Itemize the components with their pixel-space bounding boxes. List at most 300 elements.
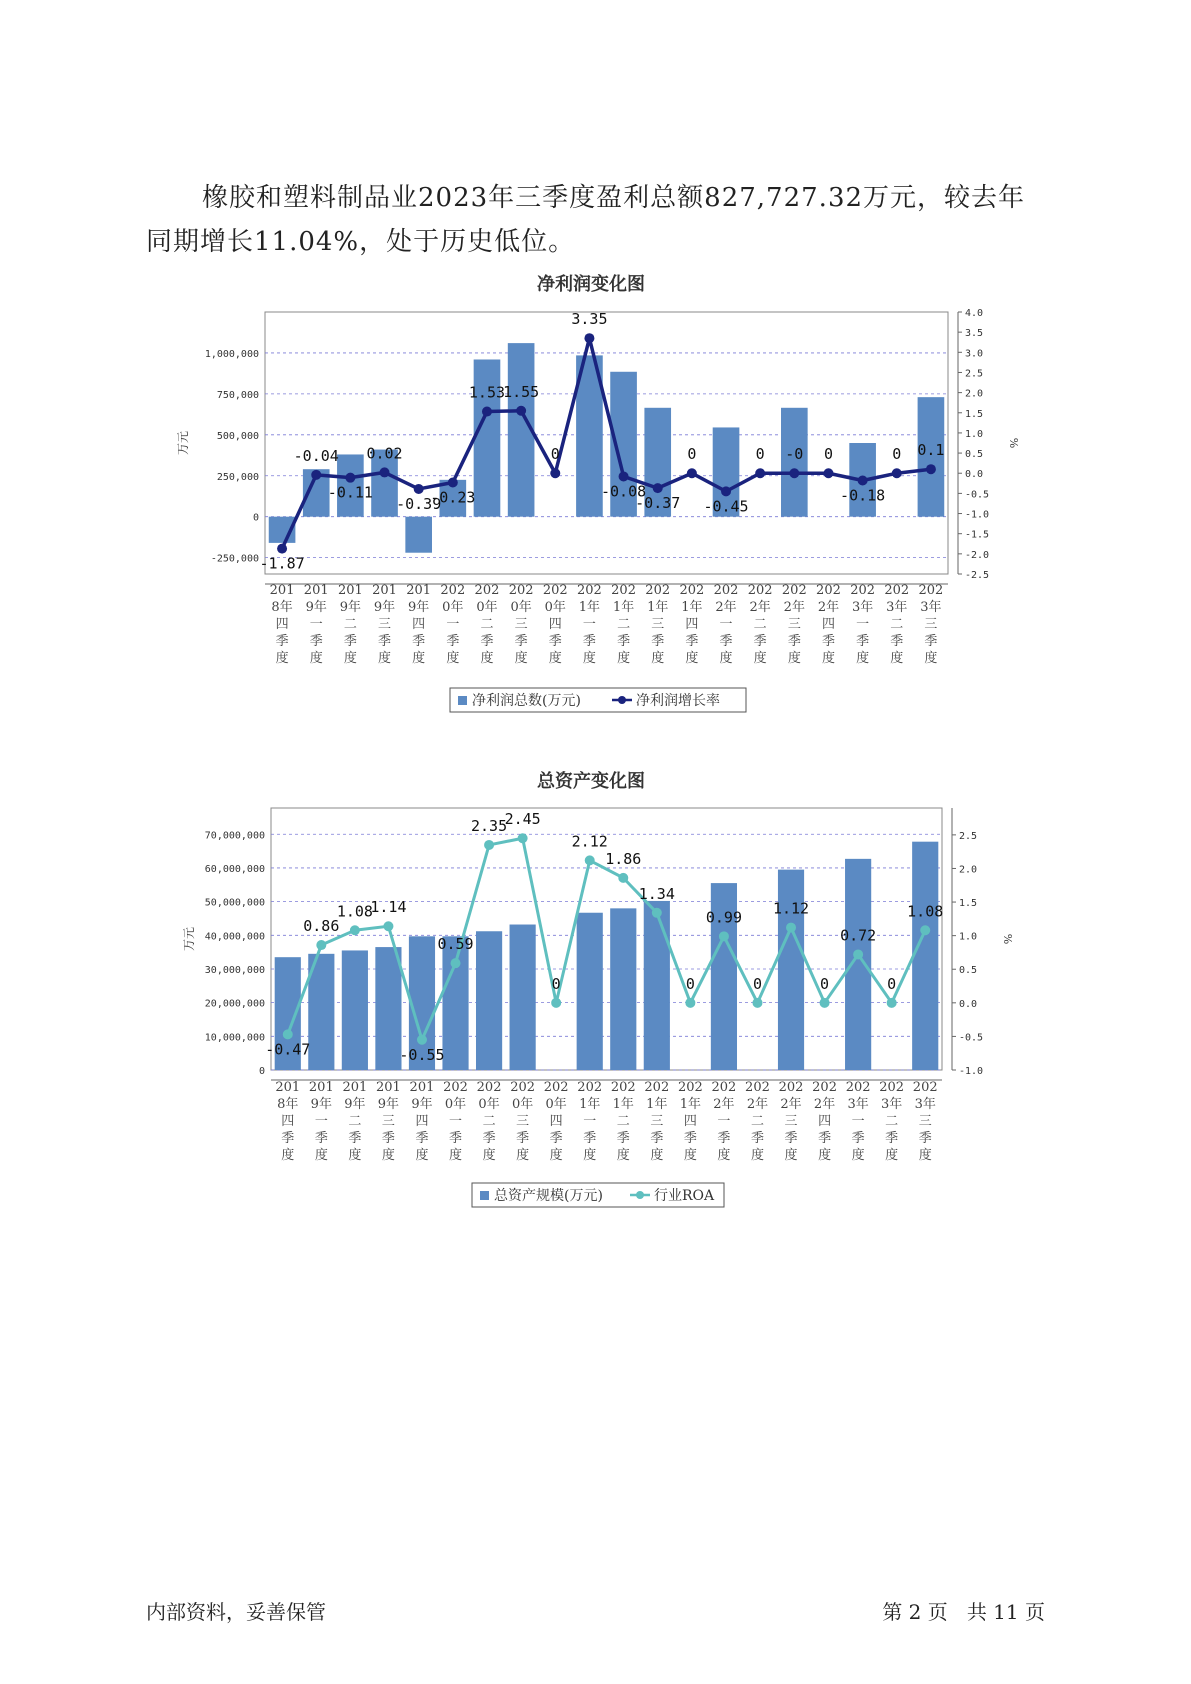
- line-point: [721, 486, 731, 496]
- bar: [510, 925, 536, 1070]
- y-tick-label-right: 1.0: [965, 428, 984, 440]
- x-tick-label: 202: [679, 583, 705, 598]
- x-tick-label: 9年: [411, 1097, 433, 1112]
- x-tick-label: 季: [275, 634, 289, 649]
- x-tick-label: 度: [821, 651, 835, 666]
- x-tick-label: 三: [784, 1114, 798, 1129]
- x-tick-label: 度: [750, 1148, 764, 1163]
- summary-paragraph: 橡胶和塑料制品业2023年三季度盈利总额827,727.32万元，较去年同期增长11.04%，处于历史低位。: [146, 183, 1026, 257]
- legend-line-label: 净利润增长率: [636, 693, 720, 709]
- line-point: [926, 464, 936, 474]
- x-tick-label: 度: [281, 1148, 295, 1163]
- x-tick-label: 四: [549, 1114, 563, 1129]
- data-label: 1.08: [336, 902, 373, 921]
- x-tick-label: 0年: [544, 600, 566, 615]
- data-label: -0.39: [396, 494, 442, 513]
- x-tick-label: 9年: [310, 1097, 332, 1112]
- x-tick-label: 四: [415, 1114, 429, 1129]
- x-tick-label: 202: [611, 583, 636, 598]
- x-tick-label: 二: [890, 617, 904, 632]
- x-tick-label: 度: [719, 651, 733, 666]
- y-axis-title-left: 万元: [182, 926, 196, 952]
- line-point: [858, 475, 868, 485]
- x-tick-label: 季: [753, 634, 767, 649]
- x-tick-label: 度: [885, 1148, 899, 1163]
- x-tick-label: 度: [784, 1148, 798, 1163]
- x-tick-label: 9年: [339, 600, 362, 615]
- x-tick-label: 二: [482, 1114, 496, 1129]
- x-tick-label: 0年: [442, 600, 464, 615]
- data-label: -0: [785, 445, 804, 464]
- x-tick-label: 201: [275, 1080, 301, 1095]
- x-tick-label: 202: [781, 583, 807, 598]
- footer-confidential: 内部资料，妥善保管: [146, 1600, 326, 1624]
- x-tick-label: 度: [616, 1148, 630, 1163]
- x-tick-label: 度: [549, 1148, 563, 1163]
- x-tick-label: 季: [856, 634, 870, 649]
- x-tick-label: 2年: [715, 600, 737, 615]
- x-tick-label: 三: [651, 617, 665, 632]
- x-tick-label: 二: [885, 1114, 899, 1129]
- x-tick-label: 1年: [578, 600, 601, 615]
- x-tick-label: 季: [549, 1131, 563, 1146]
- x-tick-label: 度: [446, 651, 460, 666]
- x-tick-label: 季: [446, 634, 460, 649]
- x-tick-label: 四: [412, 617, 426, 632]
- x-tick-label: 202: [745, 1080, 770, 1095]
- x-tick-label: 202: [474, 583, 500, 598]
- data-label: -0.08: [600, 482, 647, 501]
- y-tick-label-left: 0: [252, 512, 259, 524]
- x-tick-label: 202: [577, 1080, 603, 1095]
- data-label: 1.53: [468, 383, 506, 402]
- x-tick-label: 202: [816, 583, 841, 598]
- bar: [610, 908, 636, 1070]
- x-tick-label: 季: [348, 1131, 362, 1146]
- x-tick-label: 四: [683, 1114, 697, 1129]
- x-tick-label: 0年: [478, 1097, 500, 1112]
- y-tick-label-right: -2.5: [965, 570, 990, 581]
- data-label: 0: [823, 445, 833, 464]
- x-tick-label: 度: [651, 651, 665, 666]
- y-tick-label-right: 1.0: [959, 931, 978, 943]
- y-tick-label-right: 3.5: [965, 328, 984, 340]
- y-tick-label-right: 0.0: [959, 998, 978, 1010]
- x-tick-label: 202: [711, 1080, 737, 1095]
- x-tick-label: 201: [342, 1080, 368, 1095]
- x-tick-label: 2年: [749, 600, 771, 615]
- bar: [442, 936, 468, 1070]
- x-tick-label: 度: [275, 651, 289, 666]
- line-point: [448, 478, 458, 488]
- line-point: [550, 468, 560, 478]
- y-tick-label-right: 4.0: [965, 308, 984, 319]
- x-tick-label: 3年: [851, 600, 874, 615]
- data-label: 2.35: [471, 816, 508, 835]
- x-tick-label: 0年: [444, 1097, 467, 1112]
- data-label: 0.86: [303, 917, 340, 936]
- data-label: -0.45: [703, 497, 749, 516]
- x-tick-label: 201: [406, 583, 432, 598]
- x-tick-label: 四: [818, 1114, 832, 1129]
- line-point: [687, 468, 697, 478]
- data-label: 1.86: [605, 849, 642, 868]
- y-tick-label-left: 70,000,000: [204, 830, 265, 842]
- x-tick-label: 四: [821, 617, 835, 632]
- x-tick-label: 9年: [373, 600, 396, 615]
- x-tick-label: 季: [787, 634, 801, 649]
- x-tick-label: 季: [583, 1131, 597, 1146]
- x-tick-label: 一: [851, 1114, 865, 1129]
- x-tick-label: 度: [482, 1148, 496, 1163]
- data-label: 0.02: [366, 444, 403, 463]
- data-label: -0.23: [430, 488, 476, 507]
- bar: [375, 947, 401, 1070]
- line-point: [789, 468, 799, 478]
- data-label: 0.1: [917, 441, 945, 460]
- data-label: 0: [887, 974, 897, 993]
- x-tick-label: 202: [845, 1080, 871, 1095]
- x-tick-label: 四: [281, 1114, 295, 1129]
- x-tick-label: 四: [685, 617, 699, 632]
- x-tick-label: 三: [381, 1114, 395, 1129]
- line-point: [484, 840, 494, 850]
- x-tick-label: 一: [719, 617, 733, 632]
- y-axis-title-right: %: [1007, 437, 1020, 449]
- y-tick-label-left: 10,000,000: [204, 1032, 265, 1044]
- line-point: [823, 468, 833, 478]
- x-tick-label: 季: [885, 1131, 899, 1146]
- x-tick-label: 3年: [881, 1097, 903, 1112]
- x-tick-label: 202: [747, 583, 773, 598]
- x-tick-label: 度: [412, 651, 426, 666]
- x-tick-label: 季: [412, 634, 426, 649]
- line-point: [619, 471, 629, 481]
- data-label: 0: [752, 974, 762, 993]
- x-tick-label: 度: [918, 1148, 932, 1163]
- legend-bar-label: 净利润总数(万元): [472, 693, 581, 709]
- y-tick-label-left: 750,000: [216, 389, 259, 401]
- data-label: 1.34: [638, 884, 675, 903]
- data-label: -1.87: [259, 554, 305, 573]
- x-tick-label: 202: [440, 583, 466, 598]
- x-tick-label: 四: [275, 617, 289, 632]
- y-axis-title-left: 万元: [176, 430, 190, 456]
- x-tick-label: 季: [616, 1131, 630, 1146]
- x-tick-label: 一: [717, 1114, 731, 1129]
- data-label: -0.04: [293, 446, 339, 465]
- x-tick-label: 2年: [746, 1097, 769, 1112]
- x-tick-label: 度: [685, 651, 699, 666]
- x-tick-label: 季: [821, 634, 835, 649]
- x-tick-label: 度: [516, 1148, 530, 1163]
- x-tick-label: 度: [415, 1148, 429, 1163]
- x-tick-label: 季: [918, 1131, 932, 1146]
- x-tick-label: 度: [683, 1148, 697, 1163]
- line-point: [345, 473, 355, 483]
- x-tick-label: 季: [514, 634, 528, 649]
- y-tick-label-right: -0.5: [959, 1032, 984, 1044]
- x-tick-label: 202: [850, 583, 876, 598]
- x-tick-label: 2年: [780, 1097, 802, 1112]
- x-tick-label: 二: [750, 1114, 764, 1129]
- x-tick-label: 二: [753, 617, 767, 632]
- x-tick-label: 度: [449, 1148, 463, 1163]
- line-point: [685, 998, 695, 1008]
- x-tick-label: 1年: [646, 1097, 668, 1112]
- data-label: 0: [551, 974, 561, 993]
- x-tick-label: 一: [582, 617, 596, 632]
- y-tick-label-left: 250,000: [216, 471, 259, 483]
- x-tick-label: 季: [890, 634, 904, 649]
- data-label: 0.59: [437, 935, 474, 954]
- x-tick-label: 1年: [612, 1097, 634, 1112]
- x-tick-label: 1年: [679, 1097, 702, 1112]
- y-tick-label-left: -250,000: [210, 553, 259, 565]
- x-tick-label: 202: [812, 1080, 837, 1095]
- bar: [342, 950, 368, 1070]
- x-tick-label: 2年: [813, 1097, 836, 1112]
- x-tick-label: 季: [482, 1131, 496, 1146]
- x-tick-label: 202: [443, 1080, 468, 1095]
- x-tick-label: 季: [717, 1131, 731, 1146]
- x-tick-label: 度: [617, 651, 631, 666]
- x-tick-label: 季: [378, 634, 392, 649]
- x-tick-label: 202: [644, 1080, 670, 1095]
- line-point: [414, 484, 424, 494]
- data-label: -0.11: [327, 483, 373, 502]
- data-label: 2.45: [504, 810, 541, 829]
- data-label: 2.12: [571, 832, 608, 851]
- x-tick-label: 三: [918, 1114, 932, 1129]
- bar: [577, 913, 603, 1070]
- bar: [405, 517, 432, 553]
- line-point: [380, 467, 390, 477]
- x-tick-label: 202: [577, 583, 602, 598]
- y-tick-label-right: 1.5: [965, 408, 984, 420]
- x-tick-label: 季: [750, 1131, 764, 1146]
- line-point: [316, 940, 326, 950]
- x-tick-label: 二: [480, 617, 494, 632]
- x-tick-label: 季: [548, 634, 562, 649]
- line-point: [350, 925, 360, 935]
- data-label: 0: [550, 445, 560, 464]
- x-tick-label: 202: [543, 1080, 569, 1095]
- bar: [845, 859, 871, 1070]
- x-tick-label: 度: [314, 1148, 328, 1163]
- x-tick-label: 202: [645, 583, 671, 598]
- data-label: -0.18: [840, 486, 886, 505]
- x-tick-label: 一: [856, 617, 870, 632]
- line-point: [551, 998, 561, 1008]
- x-tick-label: 季: [719, 634, 733, 649]
- y-tick-label-right: -1.0: [959, 1066, 984, 1077]
- x-tick-label: 季: [784, 1131, 798, 1146]
- y-tick-label-left: 1,000,000: [204, 348, 259, 360]
- data-label: 3.35: [571, 310, 608, 329]
- y-tick-label-right: 0.5: [959, 965, 978, 977]
- x-tick-label: 一: [449, 1114, 463, 1129]
- x-tick-label: 1年: [612, 600, 635, 615]
- x-tick-label: 202: [918, 583, 944, 598]
- line-point: [755, 468, 765, 478]
- data-label: 0: [687, 445, 697, 464]
- chart2-title: 总资产变化图: [537, 771, 645, 792]
- y-tick-label-right: 1.5: [959, 898, 978, 910]
- y-tick-label-left: 60,000,000: [204, 863, 265, 875]
- x-tick-label: 度: [548, 651, 562, 666]
- line-point: [585, 855, 595, 865]
- x-tick-label: 度: [583, 1148, 597, 1163]
- line-point: [451, 958, 461, 968]
- y-tick-label-right: 0.0: [965, 469, 984, 481]
- plot-frame: [265, 312, 948, 574]
- data-label: 1.14: [370, 898, 407, 917]
- x-tick-label: 1年: [647, 600, 669, 615]
- legend-bar-swatch: [480, 1191, 489, 1200]
- x-tick-label: 度: [650, 1148, 664, 1163]
- x-tick-label: 202: [713, 583, 739, 598]
- x-tick-label: 1年: [579, 1097, 601, 1112]
- y-tick-label-right: -1.5: [965, 529, 990, 541]
- line-point: [618, 873, 628, 883]
- x-tick-label: 0年: [545, 1097, 567, 1112]
- legend-line-marker: [618, 696, 626, 704]
- x-tick-label: 二: [617, 617, 631, 632]
- y-tick-label-right: 3.0: [965, 348, 984, 360]
- x-tick-label: 2年: [713, 1097, 735, 1112]
- line-point: [383, 921, 393, 931]
- x-tick-label: 季: [617, 634, 631, 649]
- x-tick-label: 9年: [344, 1097, 366, 1112]
- x-tick-label: 三: [378, 617, 392, 632]
- x-tick-label: 201: [376, 1080, 401, 1095]
- x-tick-label: 二: [343, 617, 357, 632]
- x-tick-label: 201: [337, 583, 363, 598]
- y-tick-label-right: -1.0: [965, 509, 990, 521]
- data-label: -0.47: [265, 1040, 311, 1059]
- bar: [644, 901, 670, 1070]
- x-tick-label: 度: [924, 651, 938, 666]
- data-label: 0.99: [705, 908, 742, 927]
- x-tick-label: 度: [818, 1148, 832, 1163]
- y-tick-label-right: 2.5: [959, 830, 978, 842]
- x-tick-label: 季: [650, 1131, 664, 1146]
- bar: [476, 931, 502, 1070]
- x-tick-label: 一: [583, 1114, 597, 1129]
- chart1-title: 净利润变化图: [537, 274, 645, 295]
- x-tick-label: 一: [309, 617, 323, 632]
- x-tick-label: 季: [582, 634, 596, 649]
- x-tick-label: 三: [924, 617, 938, 632]
- x-tick-label: 202: [508, 583, 534, 598]
- x-tick-label: 度: [514, 651, 528, 666]
- x-tick-label: 季: [449, 1131, 463, 1146]
- data-label: -0.37: [635, 494, 681, 513]
- bar: [912, 842, 938, 1070]
- line-point: [518, 833, 528, 843]
- line-point: [311, 470, 321, 480]
- x-tick-label: 季: [314, 1131, 328, 1146]
- x-tick-label: 三: [516, 1114, 530, 1129]
- data-label: 0: [755, 445, 765, 464]
- x-tick-label: 度: [753, 651, 767, 666]
- x-tick-label: 202: [610, 1080, 636, 1095]
- x-tick-label: 季: [851, 1131, 865, 1146]
- x-tick-label: 3年: [920, 600, 942, 615]
- x-tick-label: 季: [818, 1131, 832, 1146]
- line-point: [892, 468, 902, 478]
- x-tick-label: 度: [890, 651, 904, 666]
- y-tick-label-left: 40,000,000: [204, 931, 265, 943]
- legend-line-marker: [636, 1191, 644, 1199]
- y-tick-label-right: 2.5: [965, 368, 984, 380]
- line-point: [719, 931, 729, 941]
- x-tick-label: 9年: [408, 600, 430, 615]
- x-tick-label: 9年: [305, 600, 327, 615]
- x-tick-label: 季: [683, 1131, 697, 1146]
- x-tick-label: 度: [851, 1148, 865, 1163]
- x-tick-label: 201: [269, 583, 295, 598]
- x-tick-label: 3年: [886, 600, 908, 615]
- x-tick-label: 3年: [847, 1097, 869, 1112]
- line-point: [853, 949, 863, 959]
- x-tick-label: 202: [542, 583, 568, 598]
- y-tick-label-left: 30,000,000: [204, 964, 265, 976]
- x-tick-label: 2年: [783, 600, 805, 615]
- x-tick-label: 0年: [510, 600, 532, 615]
- x-tick-label: 9年: [377, 1097, 400, 1112]
- x-tick-label: 度: [856, 651, 870, 666]
- x-tick-label: 8年: [277, 1097, 299, 1112]
- line-point: [920, 925, 930, 935]
- x-tick-label: 3年: [914, 1097, 936, 1112]
- x-tick-label: 季: [685, 634, 699, 649]
- x-tick-label: 度: [343, 651, 357, 666]
- x-tick-label: 202: [778, 1080, 804, 1095]
- y-tick-label-left: 0: [258, 1066, 265, 1077]
- x-tick-label: 201: [372, 583, 397, 598]
- x-tick-label: 季: [651, 634, 665, 649]
- line-point: [277, 544, 287, 554]
- x-tick-label: 202: [912, 1080, 938, 1095]
- x-tick-label: 季: [281, 1131, 295, 1146]
- line-point: [752, 998, 762, 1008]
- data-label: 0: [685, 974, 695, 993]
- x-tick-label: 季: [480, 634, 494, 649]
- x-tick-label: 四: [548, 617, 562, 632]
- x-tick-label: 二: [348, 1114, 362, 1129]
- x-tick-label: 季: [415, 1131, 429, 1146]
- data-label: -0.55: [399, 1045, 445, 1064]
- y-tick-label-right: 0.5: [965, 449, 984, 461]
- line-point: [516, 406, 526, 416]
- x-tick-label: 202: [510, 1080, 536, 1095]
- x-tick-label: 季: [343, 634, 357, 649]
- x-tick-label: 季: [381, 1131, 395, 1146]
- x-tick-label: 1年: [681, 600, 703, 615]
- x-tick-label: 202: [476, 1080, 502, 1095]
- line-point: [786, 923, 796, 933]
- x-tick-label: 度: [787, 651, 801, 666]
- data-label: 0: [820, 974, 830, 993]
- data-label: 1.08: [907, 902, 944, 921]
- x-tick-label: 0年: [476, 600, 498, 615]
- data-label: 1.55: [503, 382, 540, 401]
- line-point: [482, 407, 492, 417]
- line-point: [653, 483, 663, 493]
- x-tick-label: 0年: [511, 1097, 534, 1112]
